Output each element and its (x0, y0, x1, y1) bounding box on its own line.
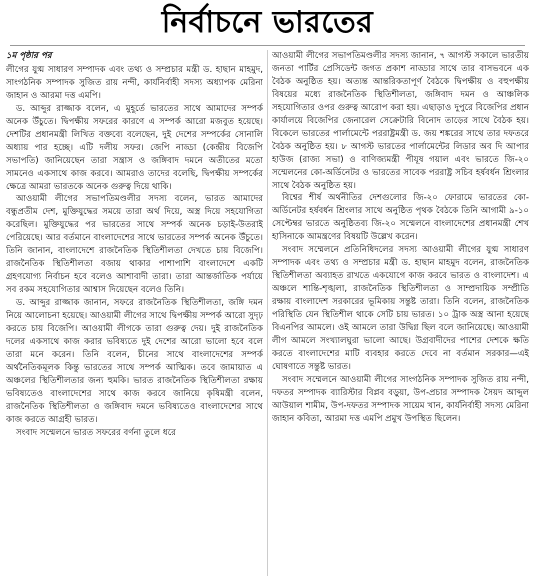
headline-rule (10, 45, 525, 46)
left-column (6, 50, 263, 576)
paragraph: বিশ্বের শীর্ষ অর্থনীতির দেশগুলোর জি-২০ ফোরামে ভারতের কো-অর্ডিনেটর হর্ষবর্ধন শ্রিংলার সাথে অনুষ্ঠিত পৃথক বৈঠকে তিনি আগামী ৯-১০ সেপ্টেম্বর ভারতে অনুষ্ঠিতব্য জি-২০ সম্মেলনে বাংলাদেশের প্রধানমন্ত্রী শেখ হাসিনাকে আমন্ত্রণের বিষয়টি উল্লেখ করেন। (272, 193, 529, 243)
paragraph: আওয়ামী লীগের সভাপতিমণ্ডলীর সদস্য জানান, ৭ আগস্ট সকালে ভারতীয় জনতা পার্টির প্রেসিডেন্ট জগত প্রকাশ নাড্ডার সাথে তার বাসভবনে এক বৈঠক অনুষ্ঠিত হয়। অত্যন্ত আন্তরিকতাপূর্ণ বৈঠকে দ্বিপক্ষীয় ও বহুপক্ষীয় বিষয়ের মধ্যে রাজনৈতিক স্থিতিশীলতা, জঙ্গিবাদ দমন ও আঞ্চলিক সহযোগিতার ওপর গুরুত্ব আরোপ করা হয়। এছাড়াও দুপুরে বিজেপির প্রধান কার্যালয়ে বিজেপির জেনারেল সেক্রেটারি বিনোদ তাড়ের সাথে বৈঠক হয়। বিকেলে ভারতের পার্লামেন্টে পররাষ্ট্রমন্ত্রী ড. জয় শঙ্করের সাথে তার দফতরে বৈঠক অনুষ্ঠিত হয়। ৮ আগস্ট ভারতের পার্লামেন্টের লিডার অব দি আপার হাউজ (রাজ্য সভা) ও বাণিজ্যমন্ত্রী পীযূষ গয়াল এবং ভারতে জি-২০ সম্মেলনের কো-অর্ডিনেটর ও ভারতের সাবেক পররাষ্ট্র সচিব হর্ষবর্ধন শ্রিংলার সাথে বৈঠক অনুষ্ঠিত হয়। (272, 51, 529, 191)
continued-marker: ১ম পৃষ্ঠার পর (6, 51, 52, 61)
paragraph: সংবাদ সম্মেলনে আওয়ামী লীগের সাংগঠনিক সম্পাদক সুজিত রায় নন্দী, দফতর সম্পাদক ব্যারিস্টার বিপ্লব বড়ুয়া, উপ-প্রচার সম্পাদক সৈয়দ আব্দুল আউয়াল শামীম, উপ-দফতর সম্পাদক সায়েম খান, কার্যনির্বাহী সদস্য মেরিনা জাহান কবিতা, আরমা দত্ত এমপি প্রমুখ উপস্থিত ছিলেন। (272, 374, 529, 424)
paragraph: সংবাদ সম্মেলনে ভারত সফরের বর্ণনা তুলে ধরে (16, 427, 176, 438)
paragraph: লীগের যুগ্ম সাধারণ সম্পাদক এবং তথ্য ও সম্প্রচার মন্ত্রী ড. হাছান মাহমুদ, সাংগঠনিক সম্পাদক সুজিত রায় নন্দী, কার্যনির্বাহী সদস্য অধ্যাপক মেরিনা জাহান ও আরমা দত্ত এমপি। (6, 64, 263, 101)
paragraph: ড. আব্দুর রাজ্জাক জানান, সফরে রাজনৈতিক স্থিতিশীলতা, জঙ্গি দমন নিয়ে আলোচনা হয়েছে। আওয়ামী লীগের সাথে দ্বিপক্ষীয় সম্পর্ক আরো সুদৃঢ় করতে চায় বিজেপি। আওয়ামী লীগকে তারা গুরুত্ব দেয়। দুই রাজনৈতিক দলের একসাথে কাজ করার ভবিষ্যতে দুই দেশের আরো ভালো হবে বলে তারা মনে করেন। তিনি বলেন, চীনের সাথে বাংলাদেশের সম্পর্ক অর্থনৈতিকমূলক কিন্তু ভারতের সাথে সম্পর্ক আত্মিক। তবে জামায়াত এ অঞ্চলের স্থিতিশীলতার জন্য হুমকি। ভারত রাজনৈতিক স্থিতিশীলতা রক্ষায় ভবিষ্যতেও বাংলাদেশের সাথে কাজ করবে জানিয়ে কৃষিমন্ত্রী বলেন, রাজনৈতিক স্থিতিশীলতা ও জঙ্গিবাদ দমনে ভবিষ্যতেও বাংলাদেশের সাথে কাজ করতে আগ্রহী ভারত। (6, 298, 263, 425)
article-body (6, 50, 529, 576)
article-headline: নির্বাচনে ভারতের (161, 5, 374, 40)
right-column (272, 50, 529, 576)
paragraph: আওয়ামী লীগের সভাপতিমণ্ডলীর সদস্য বলেন, ভারত আমাদের বন্ধুপ্রতীম দেশ, মুক্তিযুদ্ধের সময়ে তারা অর্থ দিয়ে, অস্ত্র দিয়ে সহযোগিতা করেছিল। মুক্তিযুদ্ধের পর ভারতের সাথে সম্পর্ক অনেক চড়াই-উতরাই পেরিয়েছে। আর বর্তমানে বাংলাদেশের সাথে ভারতের সম্পর্ক অনেক উঁচুতে। তিনি জানান, বাংলাদেশে রাজনৈতিক স্থিতিশীলতা দেখতে চায় বিজেপি। রাজনৈতিক স্থিতিশীলতা বজায় থাকার পাশাপাশি বাংলাদেশে একটি গ্রহণযোগ্য নির্বাচন হবে বলেও আশাবাদী তারা। তারা আন্তর্জাতিক পর্যায়ে সব রকম সহযোগিতার আশ্বাস দিয়েছেন বলেও তিনি। (6, 194, 263, 296)
column-divider (267, 50, 268, 576)
paragraph: ড. আব্দুর রাজ্জাক বলেন, এ মুহূর্তে ভারতের সাথে আমাদের সম্পর্ক অনেক উঁচুতে। দ্বিপক্ষীয় সফরের কারণে এ সম্পর্ক আরো মজবুত হয়েছে। দেশটির প্রধানমন্ত্রী লিখিত বক্তব্যে বলেছেন, দুই দেশের সম্পর্কের সোনালি অধ্যায় পার হচ্ছে। এটি দলীয় সফর। জেপি নাড্ডা (কেন্দ্রীয় বিজেপি সভাপতি) জানিয়েছেন তারা সন্ত্রাস ও জঙ্গিবাদ দমনে অতীতের মতো সামনেও একসাথে কাজ করবে। আমরাও তাদের বলেছি, দ্বিপক্ষীয় সম্পর্কের ক্ষেত্রে আমরা ভারতকে অনেক গুরুত্ব দিয়ে থাকি। (6, 103, 263, 192)
paragraph: সংবাদ সম্মেলনে প্রতিনিধিদলের সদস্য আওয়ামী লীগের যুগ্ম সাধারণ সম্পাদক এবং তথ্য ও সম্প্রচার মন্ত্রী ড. হাছান মাহমুদ বলেন, রাজনৈতিক স্থিতিশীলতা অব্যাহত রাখতে একযোগে কাজ করবে ভারত ও বাংলাদেশ। এ অঞ্চলে শান্তি-শৃঙ্খলা, রাজনৈতিক স্থিতিশীলতা ও সাম্প্রদায়িক সম্প্রীতি রক্ষায় বাংলাদেশ সরকারের ভূমিকায় সন্তুষ্ট তারা। তিনি বলেন, রাজনৈতিক পরিস্থিতি যেন স্থিতিশীল থাকে সেটি চায় ভারত। ১০ ট্রাক অস্ত্র আনা হয়েছে বিএনপির আমলে। ওই আমলে তারা উদ্বিগ্ন ছিল বলে জানিয়েছে। আওয়ামী লীগ আমলে সংখ্যালঘুরা ভালো আছে। উগ্রবাদীদের পাশের দেশকে ক্ষতি করতে বাংলাদেশের মাটি ব্যবহার করতে দেবে না বর্তমান সরকার—এই ঘোষণাতে সন্তুষ্ট ভারত। (272, 245, 529, 372)
